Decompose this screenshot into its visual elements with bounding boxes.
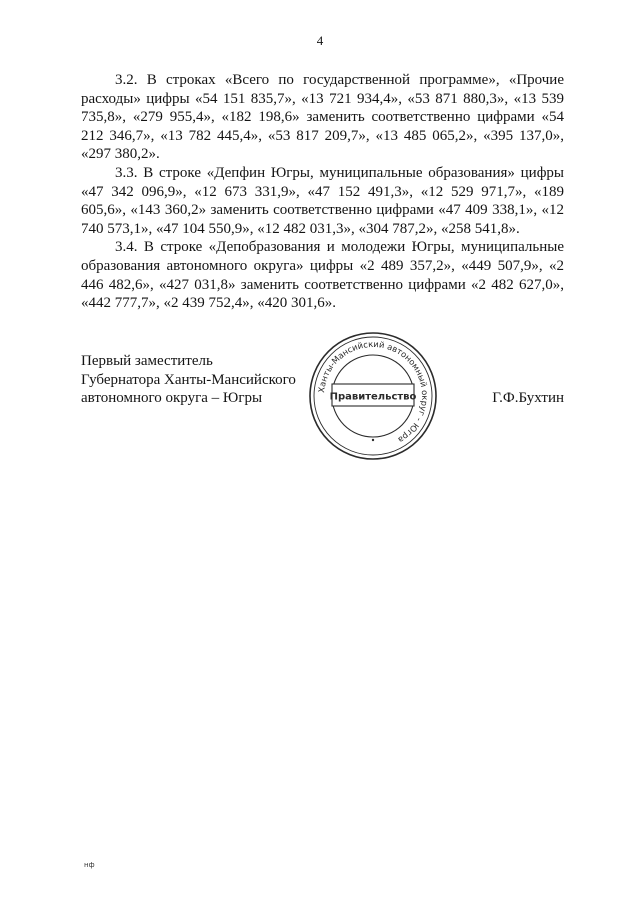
signer-name: Г.Ф.Бухтин [492,390,564,406]
document-body [81,71,564,313]
seal-ring-text: Ханты-Мансийский автономный округ - Югра [316,338,431,446]
signer-position [81,352,321,408]
footer-mark: нф [84,861,95,869]
signer-position-line-1: Первый заместитель [81,353,213,369]
seal-center-text: Правительство [329,391,417,403]
signature-block [81,338,564,462]
paragraph-3-4: 3.4. В строке «Депобразования и молодежи Югры, муниципальные образования автономного округа» цифры «2 489 357,2», «449 507,9», «2 446 482,6», «427 031,8» заменить соответственно цифрами «2 482 627,0», «442 777,7», «2 439 752,4», «420 301,6». [81,239,564,312]
seal-bottom-dot [372,439,374,441]
page-number: 4 [316,33,324,48]
signer-position-line-2: Губернатора Ханты-Мансийского [81,371,296,388]
official-seal [305,328,441,464]
paragraph-3-2: 3.2. В строках «Всего по государственной программе», «Прочие расходы» цифры «54 151 835,7», «13 721 934,4», «53 871 880,3», «13 539 735,8», «279 955,4», «182 198,6» заменить соответственно цифрами «54 212 346,7», «13 782 445,4», «53 817 209,7», «13 485 065,2», «395 137,0», «297 380,2». [81,72,564,163]
signer-position-line-3: автономного округа – Югры [81,390,263,407]
paragraph-3-3: 3.3. В строке «Депфин Югры, муниципальные образования» цифры «47 342 096,9», «12 673 331,9», «47 152 491,3», «12 529 971,7», «189 605,6», «143 360,2» заменить соответственно цифрами «47 409 338,1», «12 740 573,1», «47 104 550,9», «12 482 031,3», «304 787,2», «258 541,8». [81,164,564,237]
